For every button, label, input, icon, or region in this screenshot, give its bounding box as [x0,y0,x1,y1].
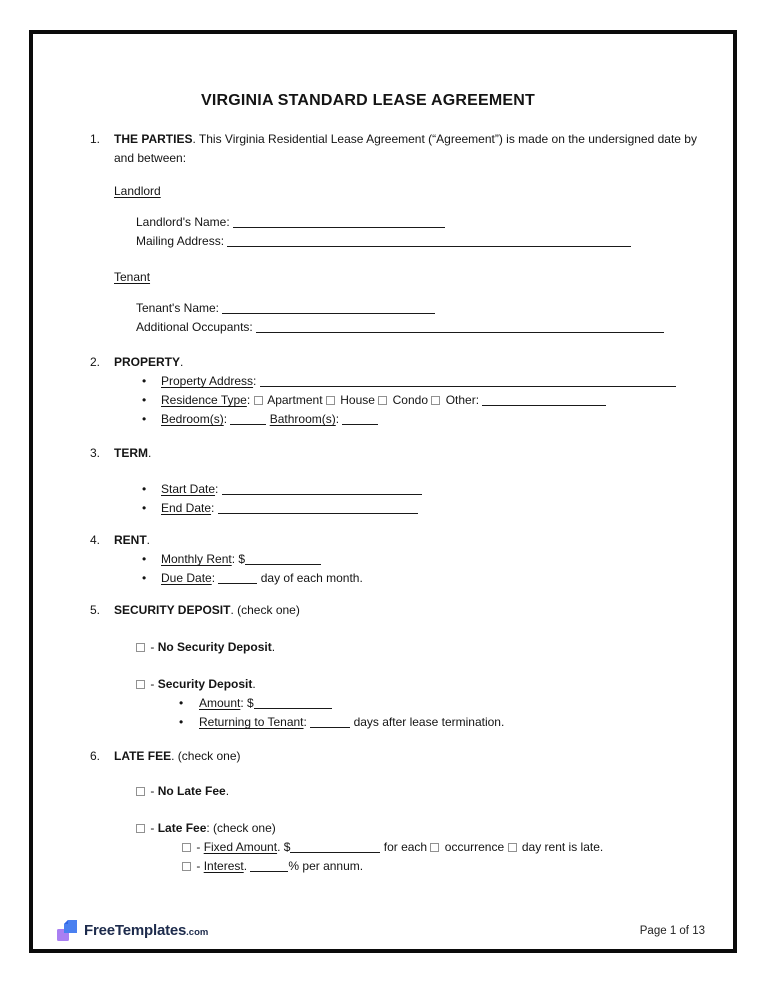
no-late-fee-label: No Late Fee [157,784,226,798]
document-page [29,30,737,953]
section-late-fee-heading: LATE FEE [114,749,172,763]
page-footer [33,919,733,943]
section-term [90,444,703,463]
landlord-heading: Landlord [114,184,161,198]
section-parties-heading: THE PARTIES [114,132,193,146]
colon: : [211,571,216,585]
other-option-label: Other: [445,393,480,407]
section-parties [90,130,703,168]
end-date-label: End Date [161,501,212,515]
other-checkbox[interactable] [431,396,440,405]
monthly-rent-label: Monthly Rent [161,552,232,566]
returning-to-tenant-suffix: days after lease termination. [353,715,505,729]
no-security-deposit-option [136,638,703,657]
colon: : [335,412,340,426]
start-date-label: Start Date [161,482,216,496]
security-deposit-label: Security Deposit [157,677,253,691]
bathrooms-blank[interactable] [342,412,378,425]
dash: - [150,640,158,654]
section-term-number: 3. [90,446,101,460]
property-address-blank[interactable] [260,374,676,387]
due-date-line [161,569,703,588]
monthly-rent-prefix: : $ [231,552,246,566]
colon: : [253,374,257,388]
condo-option-label: Condo [392,393,428,407]
end-date-line [161,499,703,518]
deposit-amount-blank[interactable] [254,696,332,709]
freetemplates-logo-icon [56,919,78,943]
section-security-deposit-number: 5. [90,603,101,617]
colon: : [303,715,307,729]
section-term-heading: TERM [114,446,148,460]
bathrooms-label: Bathroom(s) [269,412,336,426]
returning-to-tenant-label: Returning to Tenant [199,715,304,729]
residence-type-label: Residence Type [161,393,247,407]
colon: : [215,482,219,496]
deposit-amount-line [199,694,703,713]
dash: - [196,859,204,873]
no-late-fee-option [136,782,703,801]
tenant-heading: Tenant [114,270,151,284]
dash: - [150,821,158,835]
page-number: Page 1 of 13 [639,925,705,937]
condo-checkbox[interactable] [378,396,387,405]
due-date-label: Due Date [161,571,212,585]
deposit-amount-label: Amount [199,696,241,710]
fixed-amount-label: Fixed Amount [203,840,278,854]
bedrooms-label: Bedroom(s) [161,412,224,426]
late-fee-suffix: : (check one) [206,821,276,835]
house-option-label: House [340,393,375,407]
landlord-name-blank[interactable] [233,215,445,228]
brand-name: FreeTemplates [84,922,187,939]
due-date-blank[interactable] [218,571,257,584]
late-fee-label: Late Fee [157,821,207,835]
period: . [225,784,230,798]
fixed-amount-checkbox[interactable] [182,843,191,852]
returning-to-tenant-line [199,713,703,732]
landlord-name-label: Landlord's Name: [136,215,230,229]
late-fee-option [136,819,703,838]
property-address-line [161,372,703,391]
fixed-amount-blank[interactable] [290,840,380,853]
section-property [90,353,703,372]
day-rent-late-label: day rent is late. [521,840,604,854]
fixed-amount-prefix: . $ [277,840,291,854]
section-parties-number: 1. [90,132,101,146]
no-security-deposit-checkbox[interactable] [136,643,145,652]
section-rent [90,531,703,550]
no-security-deposit-label: No Security Deposit [157,640,272,654]
monthly-rent-blank[interactable] [245,552,321,565]
interest-checkbox[interactable] [182,862,191,871]
bedrooms-bathrooms-line [161,410,703,429]
brand-suffix: .com [186,927,209,938]
other-blank[interactable] [482,393,606,406]
document-title: VIRGINIA STANDARD LEASE AGREEMENT [200,92,536,109]
section-parties-intro: . This Virginia Residential Lease Agreement (“Agreement”) is made on the undersigned date by and between: [114,132,697,165]
security-deposit-option [136,675,703,694]
section-property-number: 2. [90,355,101,369]
tenant-name-blank[interactable] [222,301,435,314]
bedrooms-blank[interactable] [230,412,266,425]
due-date-suffix: day of each month. [260,571,363,585]
security-deposit-checkbox[interactable] [136,680,145,689]
residence-type-line [161,391,703,410]
fixed-amount-mid-text: for each [383,840,428,854]
section-rent-suffix: . [146,533,151,547]
start-date-line [161,480,703,499]
interest-suffix: % per annum. [288,859,364,873]
occurrence-checkbox[interactable] [430,843,439,852]
interest-blank[interactable] [250,859,288,872]
section-term-suffix: . [148,446,152,460]
late-fee-checkbox[interactable] [136,824,145,833]
property-address-label: Property Address [161,374,254,388]
section-property-suffix: . [180,355,184,369]
end-date-blank[interactable] [218,501,418,514]
deposit-amount-prefix: : $ [240,696,254,710]
section-security-deposit-suffix: . (check one) [230,603,300,617]
interest-line [182,857,703,876]
apartment-option-label: Apartment [267,393,323,407]
freetemplates-logo[interactable] [56,919,208,943]
returning-days-blank[interactable] [310,715,350,728]
house-checkbox[interactable] [326,396,335,405]
section-rent-number: 4. [90,533,101,547]
apartment-checkbox[interactable] [254,396,263,405]
tenant-name-label: Tenant's Name: [136,301,219,315]
mailing-address-line [136,232,703,251]
tenant-name-line [136,299,703,318]
period: . [243,859,248,873]
landlord-name-line [136,213,703,232]
section-late-fee [90,747,703,766]
section-late-fee-suffix: . (check one) [171,749,241,763]
monthly-rent-line [161,550,703,569]
occurrence-label: occurrence [444,840,505,854]
additional-occupants-blank[interactable] [256,320,664,333]
dash: - [196,840,204,854]
section-security-deposit-heading: SECURITY DEPOSIT [114,603,231,617]
no-late-fee-checkbox[interactable] [136,787,145,796]
additional-occupants-label: Additional Occupants: [136,320,253,334]
period: . [271,640,276,654]
dash: - [150,784,158,798]
day-rent-late-checkbox[interactable] [508,843,517,852]
interest-label: Interest [203,859,244,873]
mailing-address-blank[interactable] [227,234,631,247]
colon: : [246,393,251,407]
section-rent-heading: RENT [114,533,147,547]
period: . [252,677,256,691]
dash: - [150,677,158,691]
section-late-fee-number: 6. [90,749,101,763]
colon: : [223,412,228,426]
section-security-deposit [90,601,703,620]
start-date-blank[interactable] [222,482,422,495]
mailing-address-label: Mailing Address: [136,234,225,248]
section-property-heading: PROPERTY [114,355,181,369]
colon: : [211,501,215,515]
fixed-amount-line [182,838,703,857]
additional-occupants-line [136,318,703,337]
